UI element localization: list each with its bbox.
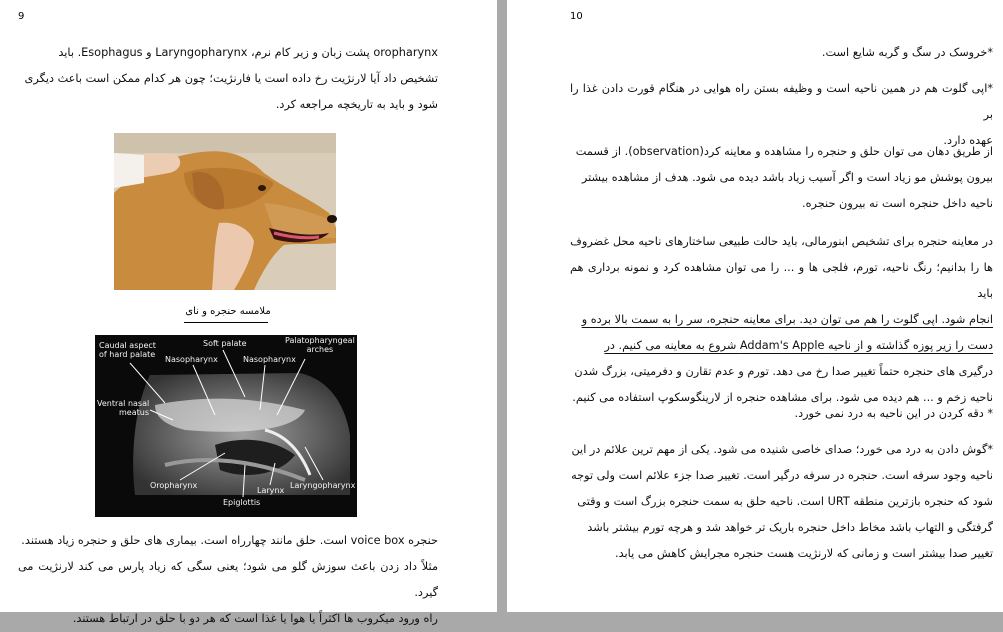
photo-caption: ملامسه حنجره و نای: [185, 306, 271, 317]
text-line-underlined: دست را زیر پوزه گذاشته و از ناحیه Addam's Apple شروع به معاینه می کنیم. در: [604, 339, 993, 352]
text-line: بیرون پوشش مو زیاد است و اگر آسیب زیاد باشد دیده می شود. هدف از مشاهده بیشتر: [581, 171, 993, 184]
text-line: راه ورود میکروب ها اکثراً یا هوا یا غذا است که هر دو با حلق در ارتباط هستند.: [72, 612, 438, 625]
text-line: تغییر صدا بیشتر است و زمانی که لارنژیت هست حنجره مجرایش کاهش می یابد.: [615, 547, 993, 560]
text-line: *اپی گلوت هم در همین ناحیه است و وظیفه بستن راه هوایی در هنگام قورت دادن غذا را بر: [570, 82, 993, 121]
text-line: تشخیص داد آیا لارنژیت رخ داده است یا فارنژیت؛ چون هر کدام ممکن است باعث دیگری: [24, 72, 438, 85]
paragraph-bottom: [18, 528, 438, 632]
text-line: عهده دارد.: [943, 134, 993, 147]
xray-label-laryngopharynx: Laryngopharynx: [290, 481, 356, 490]
xray-label-larynx: Larynx: [257, 486, 285, 495]
text-line: ها را بدانیم؛ رنگ ناحیه، تورم، فلجی ها و ... را می توان مشاهده کرد و نمونه برداری هم باید: [570, 261, 993, 300]
xray-label-oropharynx: Oropharynx: [150, 481, 198, 490]
text-line: شود و باید به تاریخچه مراجعه کرد.: [275, 98, 438, 111]
paragraph-top: [18, 40, 438, 118]
xray-label-soft-palate: Soft palate: [203, 339, 247, 348]
right-page: [507, 0, 1003, 612]
paragraph-1: [570, 40, 993, 66]
caption-underline: [184, 322, 268, 323]
xray-label-caudal: Caudal aspect of hard palate: [99, 341, 156, 359]
page-number: 10: [570, 11, 583, 22]
text-line: درگیری های حنجره حتماً تغییر صدا رخ می دهد. تورم و عدم تقارن و دفرمیتی، بزرگ شدن: [574, 365, 993, 378]
text-line: * دقه کردن در این ناحیه به درد نمی خورد.: [794, 407, 993, 420]
text-line: در معاینه حنجره برای تشخیص ابنورمالی، باید حالت طبیعی ساختارهای ناحیه محل غضروف: [570, 235, 993, 248]
xray-label-epiglottis: Epiglottis: [223, 498, 261, 507]
xray-label-nasopharynx-2: Nasopharynx: [243, 355, 296, 364]
text-line-underlined: انجام شود. اپی گلوت را هم می توان دید. برای معاینه حنجره، سر را به سمت بالا برده و: [581, 313, 993, 326]
text-line: شود که حنجره بازترین منطقه URT است. ناحیه حلق به سمت حنجره بزرگ است و وقتی: [577, 495, 993, 508]
text-line: گرفتگی و التهاب باشد مخاط داخل حنجره باریک تر خواهد شد و هرچه تورم بیشتر باشد: [587, 521, 993, 534]
text-line: ناحیه وجود سرفه است. حنجره در سرفه درگیر است. تغییر صدا جزء علائم است ولی توجه: [571, 469, 993, 482]
text-line: ناحیه زخم و ... هم دیده می شود. برای مشاهده حنجره از لارینگوسکوپ استفاده می کنیم.: [572, 391, 993, 404]
text-line: ناحیه داخل حنجره است نه بیرون حنجره.: [802, 197, 993, 210]
text-line: *خروسک در سگ و گربه شایع است.: [821, 46, 993, 59]
text-line: حنجره voice box است. حلق مانند چهارراه است. بیماری های حلق و حنجره زیاد هستند.: [21, 534, 438, 547]
paragraph-3: [570, 139, 993, 217]
text-line: oropharynx پشت زبان و زیر کام نرم، Laryngopharynx و Esophagus. باید: [58, 46, 438, 59]
paragraph-5: [570, 401, 993, 427]
text-line: از طریق دهان می توان حلق و حنجره را مشاهده و معاینه کرد(observation). از قسمت: [575, 145, 993, 158]
xray-label-nasopharynx-1: Nasopharynx: [165, 355, 218, 364]
xray-image: [95, 335, 357, 517]
xray-label-ventral: Ventral nasal meatus: [97, 399, 150, 417]
left-page: [0, 0, 497, 625]
page-number: 9: [18, 11, 25, 22]
text-line: *گوش دادن به درد می خورد؛ صدای خاصی شنیده می شود. یکی از مهم ترین علائم در این: [571, 443, 993, 456]
paragraph-4: [570, 229, 993, 411]
xray-label-palatopharyngeal: Palatopharyngeal arches: [285, 336, 355, 354]
dog-palpation-photo: [114, 133, 336, 290]
paragraph-6: [570, 437, 993, 567]
text-line: مثلاً داد زدن باعث سوزش گلو می شود؛ یعنی سگی که زیاد پارس می کند لارنژیت می گیرد.: [18, 560, 438, 599]
